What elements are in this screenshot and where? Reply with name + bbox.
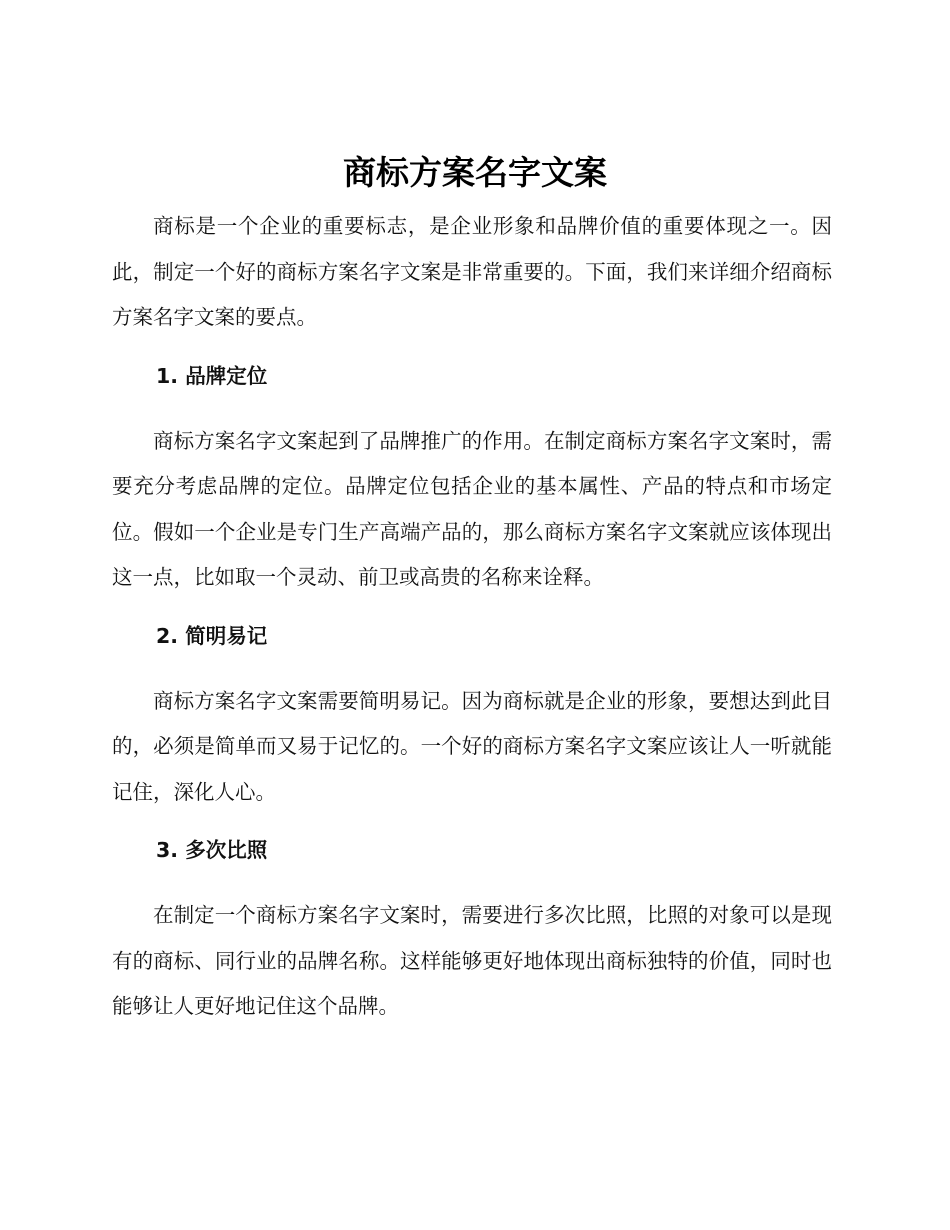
section-body-brand-positioning: 商标方案名字文案起到了品牌推广的作用。在制定商标方案名字文案时，需要充分考虑品牌的定位。品牌定位包括企业的基本属性、产品的特点和市场定位。假如一个企业是专门生产高端产品的，那么商标方案名字文案就应该体现出这一点，比如取一个灵动、前卫或高贵的名称来诠释。: [112, 428, 832, 589]
intro-paragraph: 商标是一个企业的重要标志，是企业形象和品牌价值的重要体现之一。因此，制定一个好的商标方案名字文案是非常重要的。下面，我们来详细介绍商标方案名字文案的要点。: [112, 214, 832, 329]
section-body-multiple-comparison: 在制定一个商标方案名字文案时，需要进行多次比照，比照的对象可以是现有的商标、同行业的品牌名称。这样能够更好地体现出商标独特的价值，同时也能够让人更好地记住这个品牌。: [112, 903, 832, 1018]
section-heading-multiple-comparison: 3. 多次比照: [156, 838, 268, 862]
document-body: [112, 204, 832, 1030]
section-heading-simple-memorable: 2. 简明易记: [156, 623, 268, 648]
section-body-simple-memorable: 商标方案名字文案需要简明易记。因为商标就是企业的形象，要想达到此目的，必须是简单而又易于记忆的。一个好的商标方案名字文案应该让人一听就能记住，深化人心。: [112, 688, 832, 804]
document-title: 商标方案名字文案: [343, 153, 607, 192]
section-heading-brand-positioning: 1. 品牌定位: [156, 363, 268, 388]
